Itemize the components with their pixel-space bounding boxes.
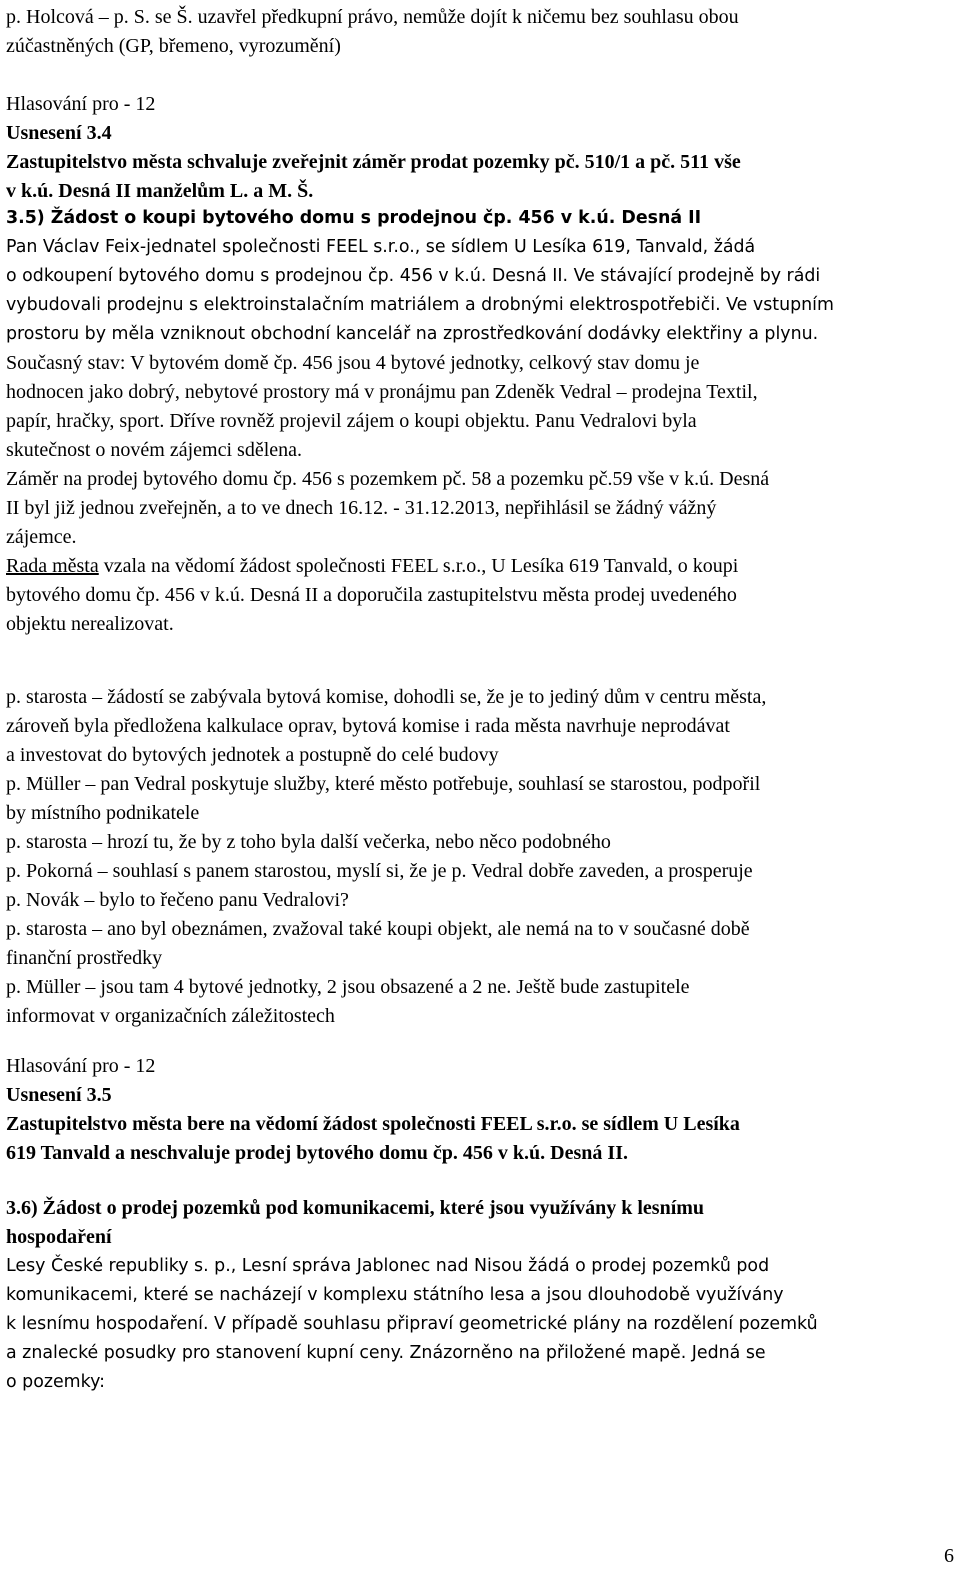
section-heading: 3.5) Žádost o koupi bytového domu s prodejnou čp. 456 v k.ú. Desná II: [6, 208, 702, 228]
resolution-text: 619 Tanvald a neschvaluje prodej bytového domu čp. 456 v k.ú. Desná II.: [6, 1142, 628, 1164]
rada-mesta-link: Rada města: [6, 555, 99, 577]
text-line: skutečnost o novém zájemci sdělena.: [6, 439, 303, 461]
rada-text: vzala na vědomí žádost společnosti FEEL s.r.o., U Lesíka 619 Tanvald, o koupi: [98, 555, 739, 577]
discussion: [6, 683, 954, 1031]
text-line: vybudovali prodejnu s elektroinstalačním matriálem a drobnými elektrospotřebiči. Ve vstupním: [6, 295, 834, 315]
text-line: bytového domu čp. 456 v k.ú. Desná II a doporučila zastupitelstvu města prodej uvedeného: [6, 584, 737, 606]
page-number: 6: [944, 1545, 954, 1567]
text-line: hodnocen jako dobrý, nebytové prostory má v pronájmu pan Zdeněk Vedral – prodejna Textil,: [6, 381, 758, 403]
intro-remark: [6, 3, 954, 61]
rada-line: [6, 552, 954, 581]
text-line: komunikacemi, které se nacházejí v komplexu státního lesa a jsou dlouhodobě využívány: [6, 1285, 784, 1305]
discussion-line: p. Novák – bylo to řečeno panu Vedralovi?: [6, 889, 349, 911]
text-line: II byl již jednou zveřejněn, a to ve dnech 16.12. - 31.12.2013, nepřihlásil se žádný vážný: [6, 497, 717, 519]
text-line: o pozemky:: [6, 1372, 105, 1392]
section-3-6-body: [6, 1252, 954, 1397]
vote-count: Hlasování pro - 12: [6, 1055, 156, 1077]
resolution-number: Usnesení 3.4: [6, 122, 112, 144]
text-line: Pan Václav Feix-jednatel společnosti FEEL s.r.o., se sídlem U Lesíka 619, Tanvald, žádá: [6, 237, 756, 257]
request-text: [6, 233, 954, 349]
text-line: k lesnímu hospodaření. V případě souhlasu připraví geometrické plány na rozdělení pozemků: [6, 1314, 818, 1334]
discussion-line: by místního podnikatele: [6, 802, 200, 824]
text-line: Záměr na prodej bytového domu čp. 456 s pozemkem pč. 58 a pozemku pč.59 vše v k.ú. Desná: [6, 468, 770, 490]
section-heading: 3.6) Žádost o prodej pozemků pod komunikacemi, které jsou využívány k lesnímu: [6, 1197, 705, 1219]
resolution-3-5: [6, 1052, 954, 1168]
resolution-text: Zastupitelstvo města bere na vědomí žádost společnosti FEEL s.r.o. se sídlem U Lesíka: [6, 1113, 740, 1135]
discussion-line: p. Müller – pan Vedral poskytuje služby, které město potřebuje, souhlasí se starostou, podpořil: [6, 773, 761, 795]
text-line: Lesy České republiky s. p., Lesní správa Jablonec nad Nisou žádá o prodej pozemků pod: [6, 1256, 770, 1276]
text-line: zájemce.: [6, 526, 77, 548]
discussion-line: p. starosta – žádostí se zabývala bytová komise, dohodli se, že je to jediný dům v centru města,: [6, 686, 767, 708]
discussion-line: zároveň byla předložena kalkulace oprav, bytová komise i rada města navrhuje neprodávat: [6, 715, 730, 737]
text-line: p. Holcová – p. S. se Š. uzavřel předkupní právo, nemůže dojít k ničemu bez souhlasu obou: [6, 6, 739, 28]
resolution-3-4: [6, 90, 954, 206]
vote-count: Hlasování pro - 12: [6, 93, 156, 115]
section-heading: hospodaření: [6, 1226, 112, 1248]
text-line: prostoru by měla vzniknout obchodní kancelář na zprostředkování dodávky elektřiny a plynu.: [6, 324, 819, 344]
discussion-line: finanční prostředky: [6, 947, 163, 969]
resolution-text: v k.ú. Desná II manželům L. a M. Š.: [6, 180, 314, 202]
discussion-line: informovat v organizačních záležitostech: [6, 1005, 335, 1027]
resolution-text: Zastupitelstvo města schvaluje zveřejnit záměr prodat pozemky pč. 510/1 a pč. 511 vše: [6, 151, 741, 173]
text-line: Současný stav: V bytovém domě čp. 456 jsou 4 bytové jednotky, celkový stav domu je: [6, 352, 700, 374]
discussion-line: p. starosta – ano byl obeznámen, zvažoval také koupi objekt, ale nemá na to v současné době: [6, 918, 750, 940]
text-line: papír, hračky, sport. Dříve rovněž projevil zájem o koupi objektu. Panu Vedralovi byla: [6, 410, 697, 432]
discussion-line: a investovat do bytových jednotek a postupně do celé budovy: [6, 744, 499, 766]
text-line: o odkoupení bytového domu s prodejnou čp. 456 v k.ú. Desná II. Ve stávající prodejně by rádi: [6, 266, 821, 286]
resolution-number: Usnesení 3.5: [6, 1084, 112, 1106]
section-3-5: [6, 204, 954, 233]
section-3-6: [6, 1194, 954, 1252]
text-line: a znalecké posudky pro stanovení kupní ceny. Znázorněno na přiložené mapě. Jedná se: [6, 1343, 766, 1363]
discussion-line: p. starosta – hrozí tu, že by z toho byla další večerka, nebo něco podobného: [6, 831, 611, 853]
current-state-text: [6, 349, 954, 639]
text-line: objektu nerealizovat.: [6, 613, 174, 635]
discussion-line: p. Pokorná – souhlasí s panem starostou, myslí si, že je p. Vedral dobře zaveden, a prosperuje: [6, 860, 753, 882]
discussion-line: p. Müller – jsou tam 4 bytové jednotky, 2 jsou obsazené a 2 ne. Ještě bude zastupitele: [6, 976, 690, 998]
text-line: zúčastněných (GP, břemeno, vyrozumění): [6, 35, 341, 57]
